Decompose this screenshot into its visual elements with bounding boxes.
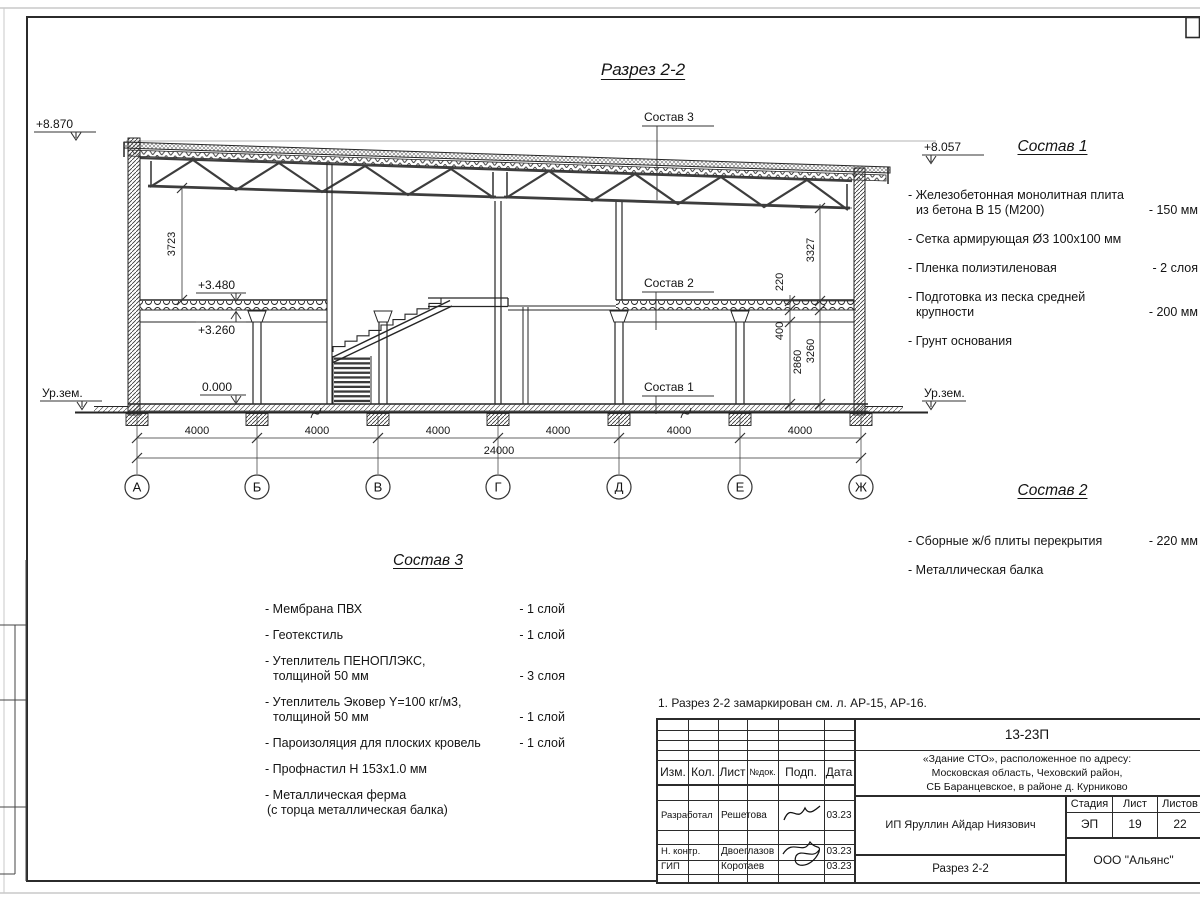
item-value: - 1 слой: [519, 628, 565, 642]
item-text: - Геотекстиль: [265, 628, 344, 642]
item-text: толщиной 50 мм: [273, 669, 369, 683]
col-ndok: №док.: [749, 767, 776, 777]
elevation-left-label: +8.870: [36, 117, 74, 131]
ground-level-left-label: Ур.зем.: [42, 386, 83, 400]
list-item: [908, 232, 1198, 247]
total-dim: 24000: [483, 445, 515, 457]
level-slab-bottom-label: +3.260: [198, 323, 236, 337]
row-name: Решетова: [721, 810, 767, 821]
item-text: - Профнастил Н 153х1.0 мм: [265, 762, 428, 776]
dim-2860: 2860: [792, 349, 804, 375]
list-item: [265, 602, 565, 617]
item-value: - 1 слой: [519, 710, 565, 724]
col-kol: Кол.: [691, 765, 715, 779]
item-text: - Сборные ж/б плиты перекрытия: [908, 534, 1103, 548]
axis-letters: [133, 480, 867, 495]
sheets-value: 22: [1173, 817, 1187, 831]
item-text: - Грунт основания: [908, 334, 1013, 348]
list-item: [265, 628, 565, 643]
project-line: СБ Баранцевское, в районе д. Курниково: [926, 781, 1128, 793]
left-wall: [128, 138, 140, 415]
list-item: [908, 534, 1198, 549]
span-dim: 4000: [304, 425, 330, 437]
dim-3723: 3723: [166, 231, 178, 257]
dim-3260: 3260: [805, 338, 817, 364]
col-data: Дата: [825, 765, 853, 779]
item-value: - 150 мм: [1148, 203, 1198, 217]
list-item: [265, 695, 565, 725]
list-item: [908, 334, 1198, 349]
item-value: - 3 слоя: [519, 669, 565, 683]
doc-number: 13-23П: [1004, 727, 1050, 742]
col-podp: Подп.: [785, 765, 817, 779]
stage-header: Стадия: [1070, 798, 1109, 810]
item-text: - Сетка армирующая Ø3 100х100 мм: [908, 232, 1122, 246]
signature-icon: [784, 806, 820, 820]
sheet-header: Лист: [1123, 798, 1147, 810]
level-slab-top-label: +3.480: [198, 278, 236, 292]
row-role: Н. контр.: [661, 846, 701, 857]
project-description: [854, 752, 1200, 794]
ground-level-right-label: Ур.зем.: [924, 386, 965, 400]
list-item: [265, 762, 565, 777]
row-role: Разработал: [661, 810, 713, 821]
sostav3-heading: Состав 3: [393, 552, 463, 569]
span-dim: 4000: [184, 425, 210, 437]
item-text: крупности: [916, 305, 975, 319]
item-text: из бетона В 15 (М200): [916, 203, 1045, 217]
item-value: - 2 слоя: [1152, 261, 1198, 275]
signatures: [779, 798, 824, 882]
axis-label: Б: [252, 479, 262, 495]
sostav2-callout: Состав 2: [644, 276, 694, 290]
item-text: - Утеплитель ПЕНОПЛЭКС,: [265, 654, 426, 668]
span-dim: 4000: [425, 425, 451, 437]
span-dim: 4000: [666, 425, 692, 437]
item-text: - Мембрана ПВХ: [265, 602, 363, 616]
row-date: 03.23: [826, 846, 852, 857]
item-text: - Пароизоляция для плоских кровель: [265, 736, 481, 750]
item-text: - Металлическая ферма: [265, 788, 407, 802]
item-text: - Металлическая балка: [908, 563, 1044, 577]
list-item: [908, 563, 1198, 578]
stair-flight-section: [334, 358, 370, 403]
list-item: [908, 188, 1198, 218]
signature-icon: [783, 842, 819, 865]
col-list: Лист: [719, 765, 746, 779]
row-date: 03.23: [826, 810, 852, 821]
axis-label: Г: [494, 479, 502, 495]
item-value: - 200 мм: [1148, 305, 1198, 319]
stage-value: ЭП: [1080, 817, 1099, 831]
sostav2-heading: Состав 2: [1017, 482, 1088, 499]
list-item: [908, 290, 1198, 320]
item-value: - 220 мм: [1148, 534, 1198, 548]
sostav2-list: [908, 534, 1198, 592]
company-name: ООО "Альянс": [1093, 853, 1174, 867]
sostav1-list: [908, 188, 1198, 363]
span-dim: 4000: [545, 425, 571, 437]
item-text: - Подготовка из песка средней: [908, 290, 1086, 304]
axis-label: Ж: [854, 479, 868, 495]
page-title: Разрез 2-2: [600, 60, 686, 79]
sheets-header: Листов: [1162, 798, 1198, 810]
elevation-right-label: +8.057: [924, 140, 962, 154]
list-item: [908, 261, 1198, 276]
sostav1-heading: Состав 1: [1017, 138, 1088, 155]
corner-box: [1186, 18, 1200, 38]
sostav1-callout: Состав 1: [644, 380, 694, 394]
axis-label: В: [373, 479, 383, 495]
list-item: [265, 654, 565, 684]
item-value: - 1 слой: [519, 736, 565, 750]
item-text: - Пленка полиэтиленовая: [908, 261, 1057, 275]
footings: [126, 414, 872, 426]
sheet-name: Разрез 2-2: [932, 863, 989, 875]
sostav3-callout: Состав 3: [644, 110, 694, 124]
list-item: [265, 736, 565, 751]
item-value: - 1 слой: [519, 602, 565, 616]
list-item: [265, 788, 565, 818]
drawing-note: 1. Разрез 2-2 замаркирован см. л. АР-15, АР-16.: [658, 696, 927, 710]
level-zero-label: 0.000: [202, 380, 233, 394]
row-name: Коротаев: [721, 861, 765, 872]
row-date: 03.23: [826, 861, 852, 872]
sheet-value: 19: [1128, 817, 1142, 831]
dim-3327: 3327: [805, 237, 817, 263]
row-role: ГИП: [661, 861, 680, 872]
dim-400: 400: [774, 321, 786, 341]
title-block: [656, 718, 1200, 884]
dim-220: 220: [774, 272, 786, 292]
axis-label: Д: [614, 479, 624, 495]
axis-label: Е: [735, 479, 745, 495]
row-name: Двоеглазов: [721, 846, 775, 857]
right-wall: [854, 168, 865, 415]
axis-label: А: [132, 479, 142, 495]
client-name: ИП Яруллин Айдар Ниязович: [885, 819, 1036, 831]
sostav3-list: [265, 602, 565, 829]
item-text: (с торца металлическая балка): [267, 803, 448, 817]
item-text: толщиной 50 мм: [273, 710, 369, 724]
span-dim: 4000: [787, 425, 813, 437]
project-line: Московская область, Чеховский район,: [931, 767, 1123, 779]
item-text: - Утеплитель Эковер Y=100 кг/м3,: [265, 695, 462, 709]
staircase: [333, 298, 528, 404]
project-line: «Здание СТО», расположенное по адресу:: [922, 753, 1132, 765]
col-izm: Изм.: [660, 765, 686, 779]
item-text: - Железобетонная монолитная плита: [908, 188, 1124, 202]
